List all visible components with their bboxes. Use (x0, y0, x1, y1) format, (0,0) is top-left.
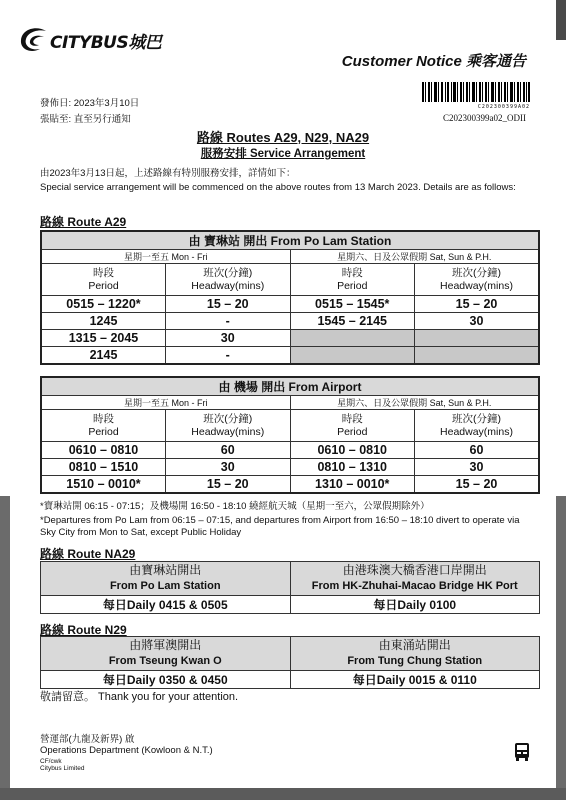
headway-cell: 30 (415, 459, 540, 476)
thanks-text: 敬請留意。 Thank you for your attention. (40, 691, 239, 703)
headway-cell: 15 – 20 (415, 296, 540, 313)
headway-cell: 15 – 20 (166, 296, 291, 313)
period-cell: 1310 – 0010* (290, 476, 415, 493)
headway-header: 班次(分鐘) Headway(mins) (166, 410, 291, 442)
headway-cell: 15 – 20 (415, 476, 540, 493)
headway-cell: 60 (415, 442, 540, 459)
citybus-logo (18, 20, 161, 60)
a29-note-zh: *寶琳站開 06:15 - 07:15；及機場開 16:50 - 18:10 繞經航天城（星期一至六，公眾假期除外） (40, 501, 430, 512)
period-cell: 0515 – 1545* (290, 296, 415, 313)
citybus-swoosh-icon (18, 25, 48, 55)
weekend-label: 星期六、日及公眾假期 Sat, Sun & P.H. (290, 396, 539, 410)
a29-from-airport-table (40, 376, 540, 494)
right-top-border-bar (556, 0, 566, 40)
period-header: 時段 Period (41, 264, 166, 296)
posting-location: 張貼至: 直至另行通知 (40, 114, 131, 125)
reference-code: CF/cwk (40, 758, 62, 765)
table-row (41, 476, 539, 493)
n29-left-value: 每日Daily 0350 & 0450 (41, 671, 291, 689)
period-cell: 1315 – 2045 (41, 330, 166, 347)
bottom-border-bar (0, 788, 566, 800)
company-name: Citybus Limited (40, 765, 85, 772)
table-row (41, 347, 539, 364)
table-row (41, 296, 539, 313)
a29-from-polam-table (40, 230, 540, 365)
barcode-number: C202300399A02 (477, 104, 530, 110)
period-cell: 0515 – 1220* (41, 296, 166, 313)
route-a29-title: 路線 Route A29 (40, 215, 127, 229)
period-cell: 1245 (41, 313, 166, 330)
headway-cell: - (166, 313, 291, 330)
route-n29-title: 路線 Route N29 (40, 623, 127, 637)
n29-table (40, 636, 540, 689)
headway-header: 班次(分鐘) Headway(mins) (415, 410, 540, 442)
period-cell: 0810 – 1510 (41, 459, 166, 476)
period-cell: 0610 – 0810 (41, 442, 166, 459)
intro-en: Special service arrangement will be commenced on the above routes from 13 March 2023. Details are as follows: (40, 182, 516, 193)
n29-right-header: 由東涌站開出 From Tung Chung Station (290, 637, 540, 671)
a29-airport-header: 由 機場 開出 From Airport (41, 377, 539, 396)
a29-note-en: *Departures from Po Lam from 06:15 – 07:15, and departures from Airport from 16:50 – 18:10 divert to operate via Sky City from Mon to Sat, except Public Holiday (40, 515, 520, 538)
left-border-bar (0, 0, 10, 800)
empty-cell (290, 330, 415, 347)
period-cell: 2145 (41, 347, 166, 364)
table-row (41, 442, 539, 459)
na29-right-header: 由港珠澳大橋香港口岸開出 From HK-Zhuhai-Macao Bridge HK Port (290, 562, 540, 596)
na29-right-value: 每日Daily 0100 (290, 596, 540, 614)
issue-date: 發佈日: 2023年3月10日 (40, 98, 140, 109)
routes-heading: 路線 Routes A29, N29, NA29 (196, 130, 370, 145)
route-na29-title: 路線 Route NA29 (40, 547, 136, 561)
na29-table (40, 561, 540, 614)
weekday-label: 星期一至五 Mon - Fri (41, 250, 290, 264)
bus-icon (514, 742, 530, 762)
headway-header: 班次(分鐘) Headway(mins) (166, 264, 291, 296)
headway-cell: - (166, 347, 291, 364)
a29-polam-header: 由 寶琳站 開出 From Po Lam Station (41, 231, 539, 250)
headway-cell: 30 (415, 313, 540, 330)
empty-cell (290, 347, 415, 364)
empty-cell (415, 347, 540, 364)
dept-en: Operations Department (Kowloon & N.T.) (40, 745, 213, 756)
na29-left-header: 由寶琳站開出 From Po Lam Station (41, 562, 291, 596)
na29-left-value: 每日Daily 0415 & 0505 (41, 596, 291, 614)
arrangement-heading: 服務安排 Service Arrangement (200, 148, 366, 160)
logo-text: CITYBUS城巴 (50, 32, 162, 53)
period-cell: 0810 – 1310 (290, 459, 415, 476)
period-cell: 1510 – 0010* (41, 476, 166, 493)
table-row (41, 330, 539, 347)
period-header: 時段 Period (290, 410, 415, 442)
table-row (41, 459, 539, 476)
right-border-bar (556, 0, 566, 800)
period-cell: 0610 – 0810 (290, 442, 415, 459)
empty-cell (415, 330, 540, 347)
headway-header: 班次(分鐘) Headway(mins) (415, 264, 540, 296)
n29-left-header: 由將軍澳開出 From Tseung Kwan O (41, 637, 291, 671)
headway-cell: 60 (166, 442, 291, 459)
period-cell: 1545 – 2145 (290, 313, 415, 330)
headway-cell: 15 – 20 (166, 476, 291, 493)
period-header: 時段 Period (290, 264, 415, 296)
document-code: C202300399a02_ODII (443, 113, 526, 123)
table-row (41, 313, 539, 330)
headway-cell: 30 (166, 459, 291, 476)
intro-zh: 由2023年3月13日起，上述路線有特別服務安排，詳情如下： (40, 168, 296, 179)
weekend-label: 星期六、日及公眾假期 Sat, Sun & P.H. (290, 250, 539, 264)
headway-cell: 30 (166, 330, 291, 347)
n29-right-value: 每日Daily 0015 & 0110 (290, 671, 540, 689)
weekday-label: 星期一至五 Mon - Fri (41, 396, 290, 410)
period-header: 時段 Period (41, 410, 166, 442)
dept-zh: 營運部(九龍及新界) 啟 (40, 734, 135, 745)
notice-title: Customer Notice 乘客通告 (341, 53, 526, 70)
